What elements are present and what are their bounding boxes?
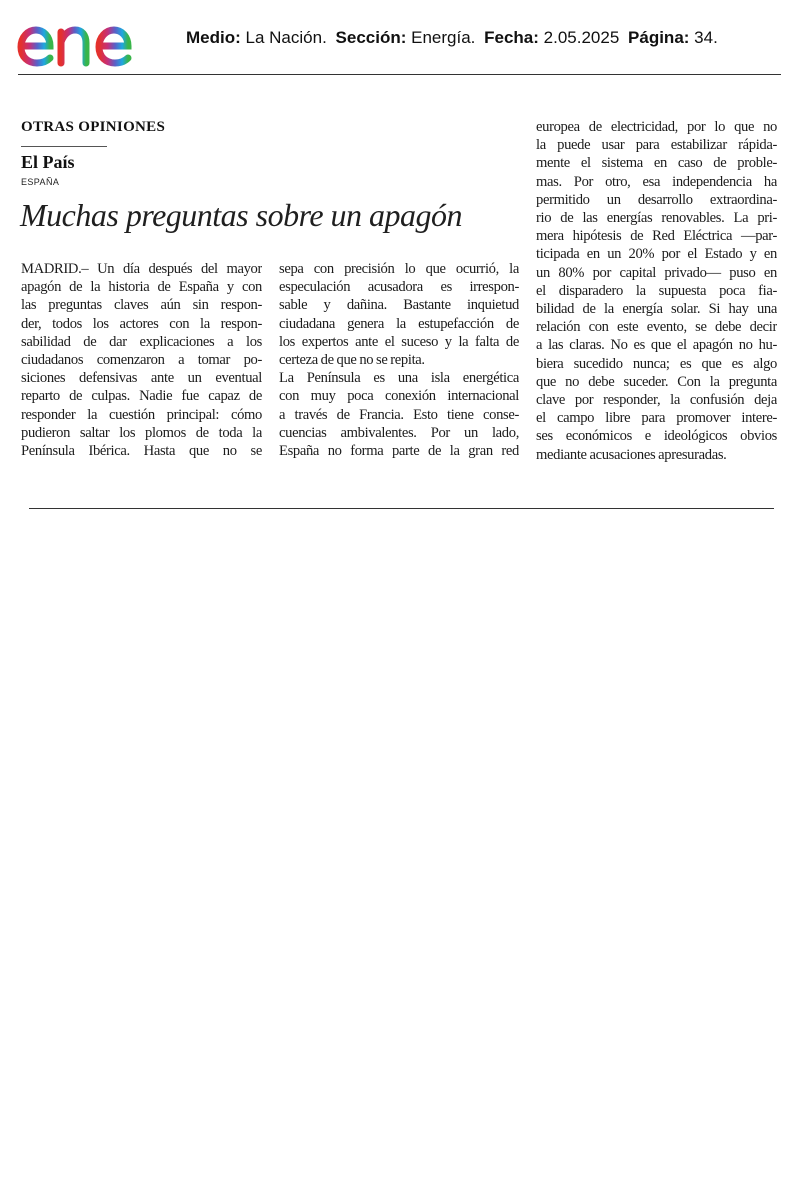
article-line: ciudadana genera la estupefacción de [279, 315, 519, 332]
article-line: Península Ibérica. Hasta que no se [21, 443, 262, 460]
section-value: Energía. [411, 28, 476, 47]
page-value: 34. [694, 28, 718, 47]
section-label: Sección: [335, 28, 407, 47]
article-line: los expertos ante el suceso y la falta de [279, 333, 519, 350]
article-line: reparto de culpas. Nadie fue capaz de [21, 388, 262, 405]
article-line: un 80% por capital privado— puso en [536, 264, 777, 281]
article-line: biera sucedido nunca; es que es algo [536, 355, 777, 372]
article-line: apagón de la historia de España y con [21, 279, 262, 296]
article-line: especulación acusadora es irrespon- [279, 279, 519, 296]
article-line: relación con este evento, se debe decir [536, 319, 777, 336]
article-headline: Muchas preguntas sobre un apagón [20, 197, 463, 233]
article-column-1 [21, 260, 262, 460]
article-line: mente el sistema en caso de proble- [536, 155, 777, 172]
article-line: mera hipótesis de Red Eléctrica —par- [536, 228, 777, 245]
article-line: europea de electricidad, por lo que no [536, 119, 777, 135]
article-line: sable y dañina. Bastante inquietud [279, 297, 519, 314]
date-value: 2.05.2025 [543, 28, 620, 47]
article-line: pudieron saltar los plomos de toda la [21, 424, 262, 441]
column-section-label: OTRAS OPINIONES [21, 119, 166, 135]
article-line: bilidad de la energía solar. Si hay una [536, 301, 777, 318]
section-underline [21, 146, 107, 147]
article-line: España no forma parte de la gran red [279, 443, 519, 460]
article-source: El País [21, 152, 75, 172]
article-line: ses económicos e ideológicos obvios [536, 428, 777, 445]
article-line: siciones defensivas ante un eventual [21, 370, 262, 387]
article-source-country: ESPAÑA [21, 177, 60, 187]
footer-divider [29, 508, 774, 509]
article-line: rio de las energías renovables. La pri- [536, 210, 777, 227]
article-line: con muy poca conexión internacional [279, 388, 519, 405]
article-line: sabilidad de dar explicaciones a los [21, 333, 262, 350]
article-line: der, todos los actores con la respon- [21, 315, 262, 332]
article-line: responder la cuestión principal: cómo [21, 406, 262, 423]
article-line: permitido un desarrollo extraordina- [536, 191, 777, 208]
article-line: La Península es una isla energética [279, 370, 519, 387]
article-line: ciudadanos comenzaron a tomar po- [21, 352, 262, 369]
article-line: la puede usar para estabilizar rápida- [536, 137, 777, 154]
header-divider [18, 74, 781, 75]
article-line: las preguntas claves aún sin respon- [21, 297, 262, 314]
page-label: Página: [628, 28, 690, 47]
article-line: el campo libre para promover intere- [536, 410, 777, 427]
date-label: Fecha: [484, 28, 539, 47]
article-line: que no debe suceder. Con la pregunta [536, 373, 777, 390]
article-line: a las claras. No es que el apagón no hu- [536, 337, 777, 354]
article-line: clave por responder, la confusión deja [536, 392, 777, 409]
article-line: a través de Francia. Esto tiene conse- [279, 406, 519, 423]
enel-logo [16, 8, 170, 68]
article-line: mas. Por otro, esa independencia ha [536, 173, 777, 190]
article-line: MADRID.– Un día después del mayor [21, 261, 262, 277]
article-column-3 [536, 118, 777, 464]
article-column-2 [279, 260, 519, 460]
source-metadata [186, 26, 786, 50]
article-line: ticipada en un 20% por el Estado y en [536, 246, 777, 263]
article-line: certeza de que no se repita. [279, 352, 425, 369]
article-line: mediante acusaciones apresuradas. [536, 446, 727, 463]
medium-value: La Nación. [245, 28, 327, 47]
medium-label: Medio: [186, 28, 241, 47]
article-line: cuencias ambivalentes. Por un lado, [279, 424, 519, 441]
article-line: el disparadero la supuesta poca fia- [536, 282, 777, 299]
article-line: sepa con precisión lo que ocurrió, la [279, 261, 519, 277]
